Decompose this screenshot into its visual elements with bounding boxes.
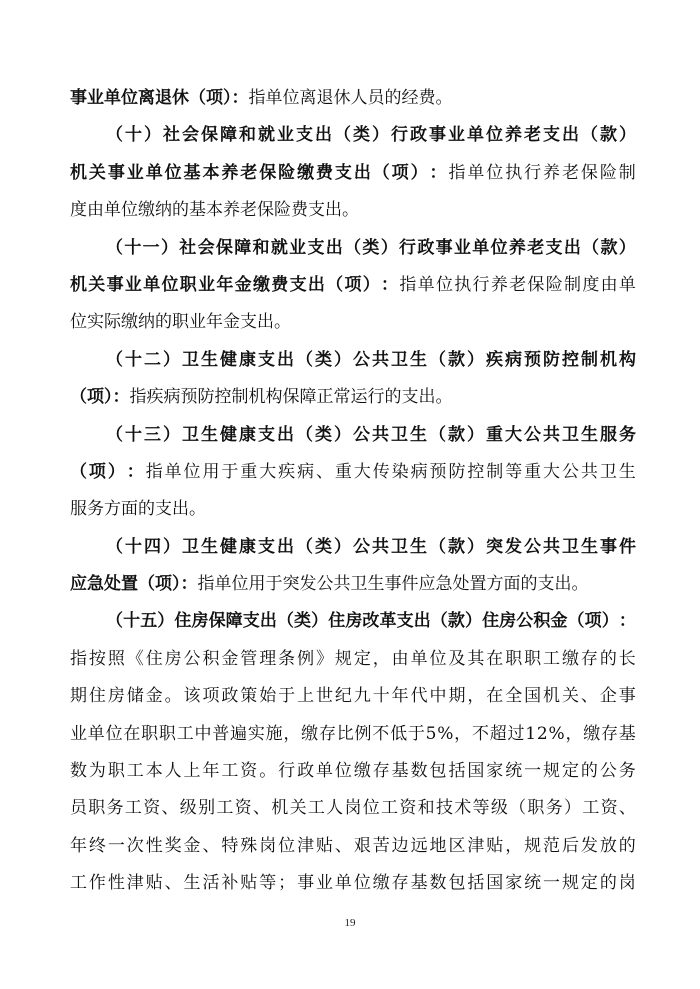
text-line: 期 住 房 储 金 。 该 项 政 策 始 于 上 世 纪 九 十 年 代 中 期 ， 在 全 国 机 关 、 企 事: [70, 686, 636, 707]
text-line: [70, 379, 636, 416]
text-line: [70, 566, 636, 603]
text-line: （ 十 一 ） 社 会 保 障 和 就 业 支 出 （ 类 ） 行 政 事 业 单 位 养 老 支 出 （ 款 ）: [106, 237, 636, 258]
item-heading: 事业单位离退休（项）：: [70, 88, 249, 108]
text-line: 机 关 事 业 单 位 职 业 年 金 缴 费 支 出 （ 项 ） ： 指 单 位 执 行 养 老 保 险 制 度 由 单: [70, 274, 636, 295]
line-text: 度由单位缴纳的基本养老保险费支出。: [70, 200, 359, 221]
line-text: 指单位离退休人员的经费。: [248, 88, 453, 108]
text-line: （ 十 ） 社 会 保 障 和 就 业 支 出 （ 类 ） 行 政 事 业 单 位 养 老 支 出 （ 款 ）: [106, 125, 636, 146]
text-line: 业 单 位 在 职 职 工 中 普 遍 实 施 ， 缴 存 比 例 不 低 于 5 % ， 不 超 过 1 2 % ， 缴 存 基: [70, 723, 636, 744]
page-number: 19: [344, 917, 356, 929]
document-body: [70, 80, 636, 903]
text-line: 年 终 一 次 性 奖 金 、 特 殊 岗 位 津 贴 、 艰 苦 边 远 地 区 津 贴 ， 规 范 后 发 放 的: [70, 835, 636, 856]
text-line: [70, 80, 636, 117]
item-heading: （项）：: [70, 387, 130, 408]
line-text: 位实际缴纳的职业年金支出。: [70, 312, 291, 333]
text-line: （ 十 二 ） 卫 生 健 康 支 出 （ 类 ） 公 共 卫 生 （ 款 ） 疾 病 预 防 控 制 机 构: [106, 349, 636, 370]
text-line: 指 按 照 《 住 房 公 积 金 管 理 条 例 》 规 定 ， 由 单 位 及 其 在 职 职 工 缴 存 的 长: [70, 648, 636, 669]
text-line: [70, 491, 636, 528]
line-text: 服务方面的支出。: [70, 499, 206, 520]
item-heading: 应急处置（项）：: [70, 574, 198, 595]
text-line: 机 关 事 业 单 位 基 本 养 老 保 险 缴 费 支 出 （ 项 ） ： 指 单 位 执 行 养 老 保 险 制: [70, 162, 636, 183]
text-line: 数 为 职 工 本 人 上 年 工 资 。 行 政 单 位 缴 存 基 数 包 括 国 家 统 一 规 定 的 公 务: [70, 761, 636, 782]
line-text: 指单位用于突发公共卫生事件应急处置方面的支出。: [197, 574, 589, 595]
text-line: （ 十 三 ） 卫 生 健 康 支 出 （ 类 ） 公 共 卫 生 （ 款 ） 重 大 公 共 卫 生 服 务: [106, 424, 636, 445]
text-line: （ 十 五 ） 住 房 保 障 支 出 （ 类 ） 住 房 改 革 支 出 （ 款 ） 住 房 公 积 金 （ 项 ） ：: [106, 611, 636, 632]
line-text: 指疾病预防控制机构保障正常运行的支出。: [129, 387, 453, 408]
text-line: （ 项 ） ： 指 单 位 用 于 重 大 疾 病 、 重 大 传 染 病 预 防 控 制 等 重 大 公 共 卫 生: [70, 461, 636, 482]
text-line: 员 职 务 工 资 、 级 别 工 资 、 机 关 工 人 岗 位 工 资 和 技 术 等 级 （ 职 务 ） 工 资 、: [70, 798, 636, 819]
text-line: （ 十 四 ） 卫 生 健 康 支 出 （ 类 ） 公 共 卫 生 （ 款 ） 突 发 公 共 卫 生 事 件: [106, 536, 636, 557]
text-line: [70, 304, 636, 341]
text-line: 工 作 性 津 贴 、 生 活 补 贴 等 ； 事 业 单 位 缴 存 基 数 包 括 国 家 统 一 规 定 的 岗: [70, 873, 636, 894]
text-line: [70, 192, 636, 229]
